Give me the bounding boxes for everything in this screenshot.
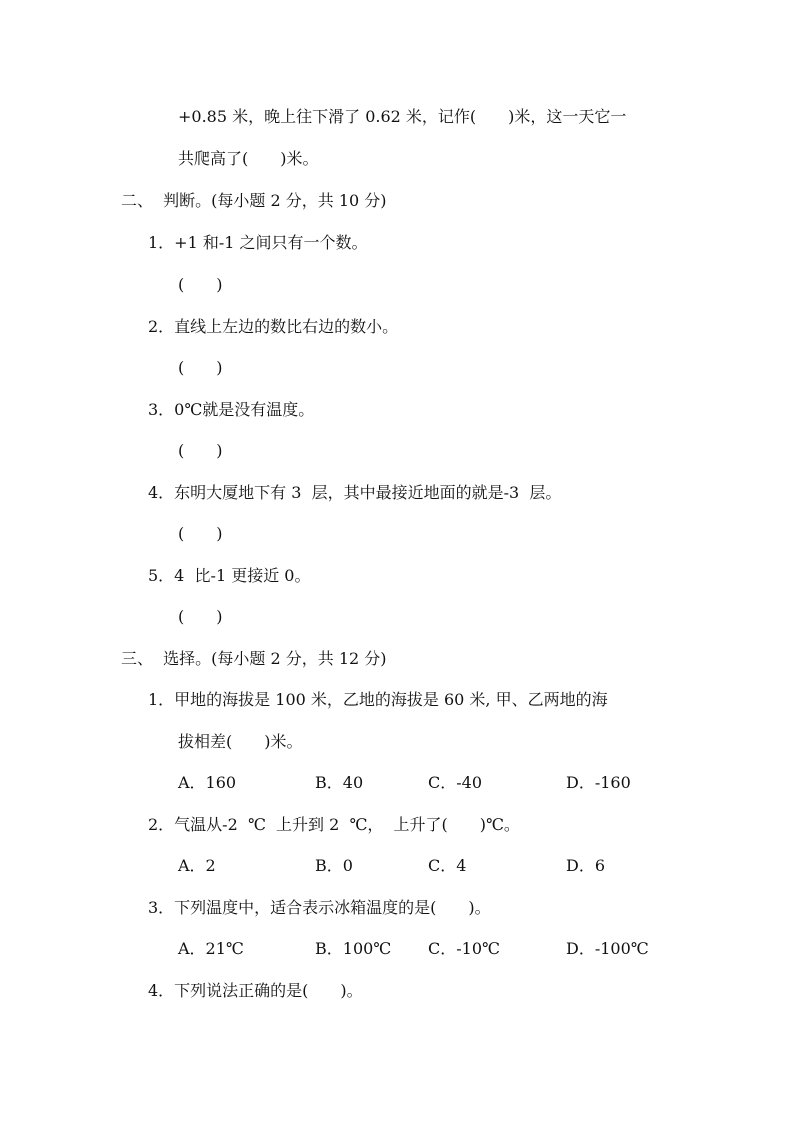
- choice-options-2: [178, 856, 678, 876]
- option-c[interactable]: C．-10℃: [428, 939, 500, 958]
- judge-answer-blank-2[interactable]: ( ): [178, 358, 223, 377]
- judge-question-4: 4．东明大厦地下有 3 层，其中最接近地面的就是-3 层。: [148, 483, 562, 502]
- choice-question-3: 3．下列温度中，适合表示冰箱温度的是( )。: [148, 898, 491, 917]
- option-c[interactable]: C．4: [428, 856, 467, 875]
- judge-answer-blank-3[interactable]: ( ): [178, 441, 223, 460]
- judge-question-5: 5．4 比-1 更接近 0。: [148, 566, 311, 585]
- judge-answer-blank-1[interactable]: ( ): [178, 275, 223, 294]
- question-continuation-line-2: 共爬高了( )米。: [178, 149, 319, 168]
- section-2-heading: 二、 判断。(每小题 2 分，共 10 分): [121, 191, 387, 210]
- option-a[interactable]: A．21℃: [178, 939, 244, 958]
- choice-question-4: 4．下列说法正确的是( )。: [148, 981, 363, 1000]
- choice-question-1-line-2: 拔相差( )米。: [178, 732, 303, 751]
- choice-options-3: [178, 939, 678, 959]
- section-3-heading: 三、 选择。(每小题 2 分，共 12 分): [121, 649, 387, 668]
- option-b[interactable]: B．0: [315, 856, 353, 875]
- option-c[interactable]: C．-40: [428, 773, 483, 792]
- choice-question-1-line-1: 1．甲地的海拔是 100 米，乙地的海拔是 60 米, 甲、乙两地的海: [148, 690, 608, 709]
- option-a[interactable]: A．160: [178, 773, 237, 792]
- judge-question-2: 2．直线上左边的数比右边的数小。: [148, 317, 399, 336]
- option-a[interactable]: A．2: [178, 856, 216, 875]
- option-b[interactable]: B．40: [315, 773, 364, 792]
- judge-answer-blank-4[interactable]: ( ): [178, 524, 223, 543]
- option-d[interactable]: D．-160: [566, 773, 631, 792]
- choice-question-2: 2．气温从-2 ℃ 上升到 2 ℃， 上升了( )℃。: [148, 815, 520, 834]
- question-continuation-line-1: +0.85 米，晚上往下滑了 0.62 米，记作( )米，这一天它一: [178, 107, 627, 126]
- option-b[interactable]: B．100℃: [315, 939, 392, 958]
- judge-question-3: 3．0℃就是没有温度。: [148, 400, 315, 419]
- judge-question-1: 1．+1 和-1 之间只有一个数。: [148, 233, 368, 252]
- judge-answer-blank-5[interactable]: ( ): [178, 607, 223, 626]
- option-d[interactable]: D．-100℃: [566, 939, 649, 958]
- option-d[interactable]: D．6: [566, 856, 606, 875]
- choice-options-1: [178, 773, 678, 793]
